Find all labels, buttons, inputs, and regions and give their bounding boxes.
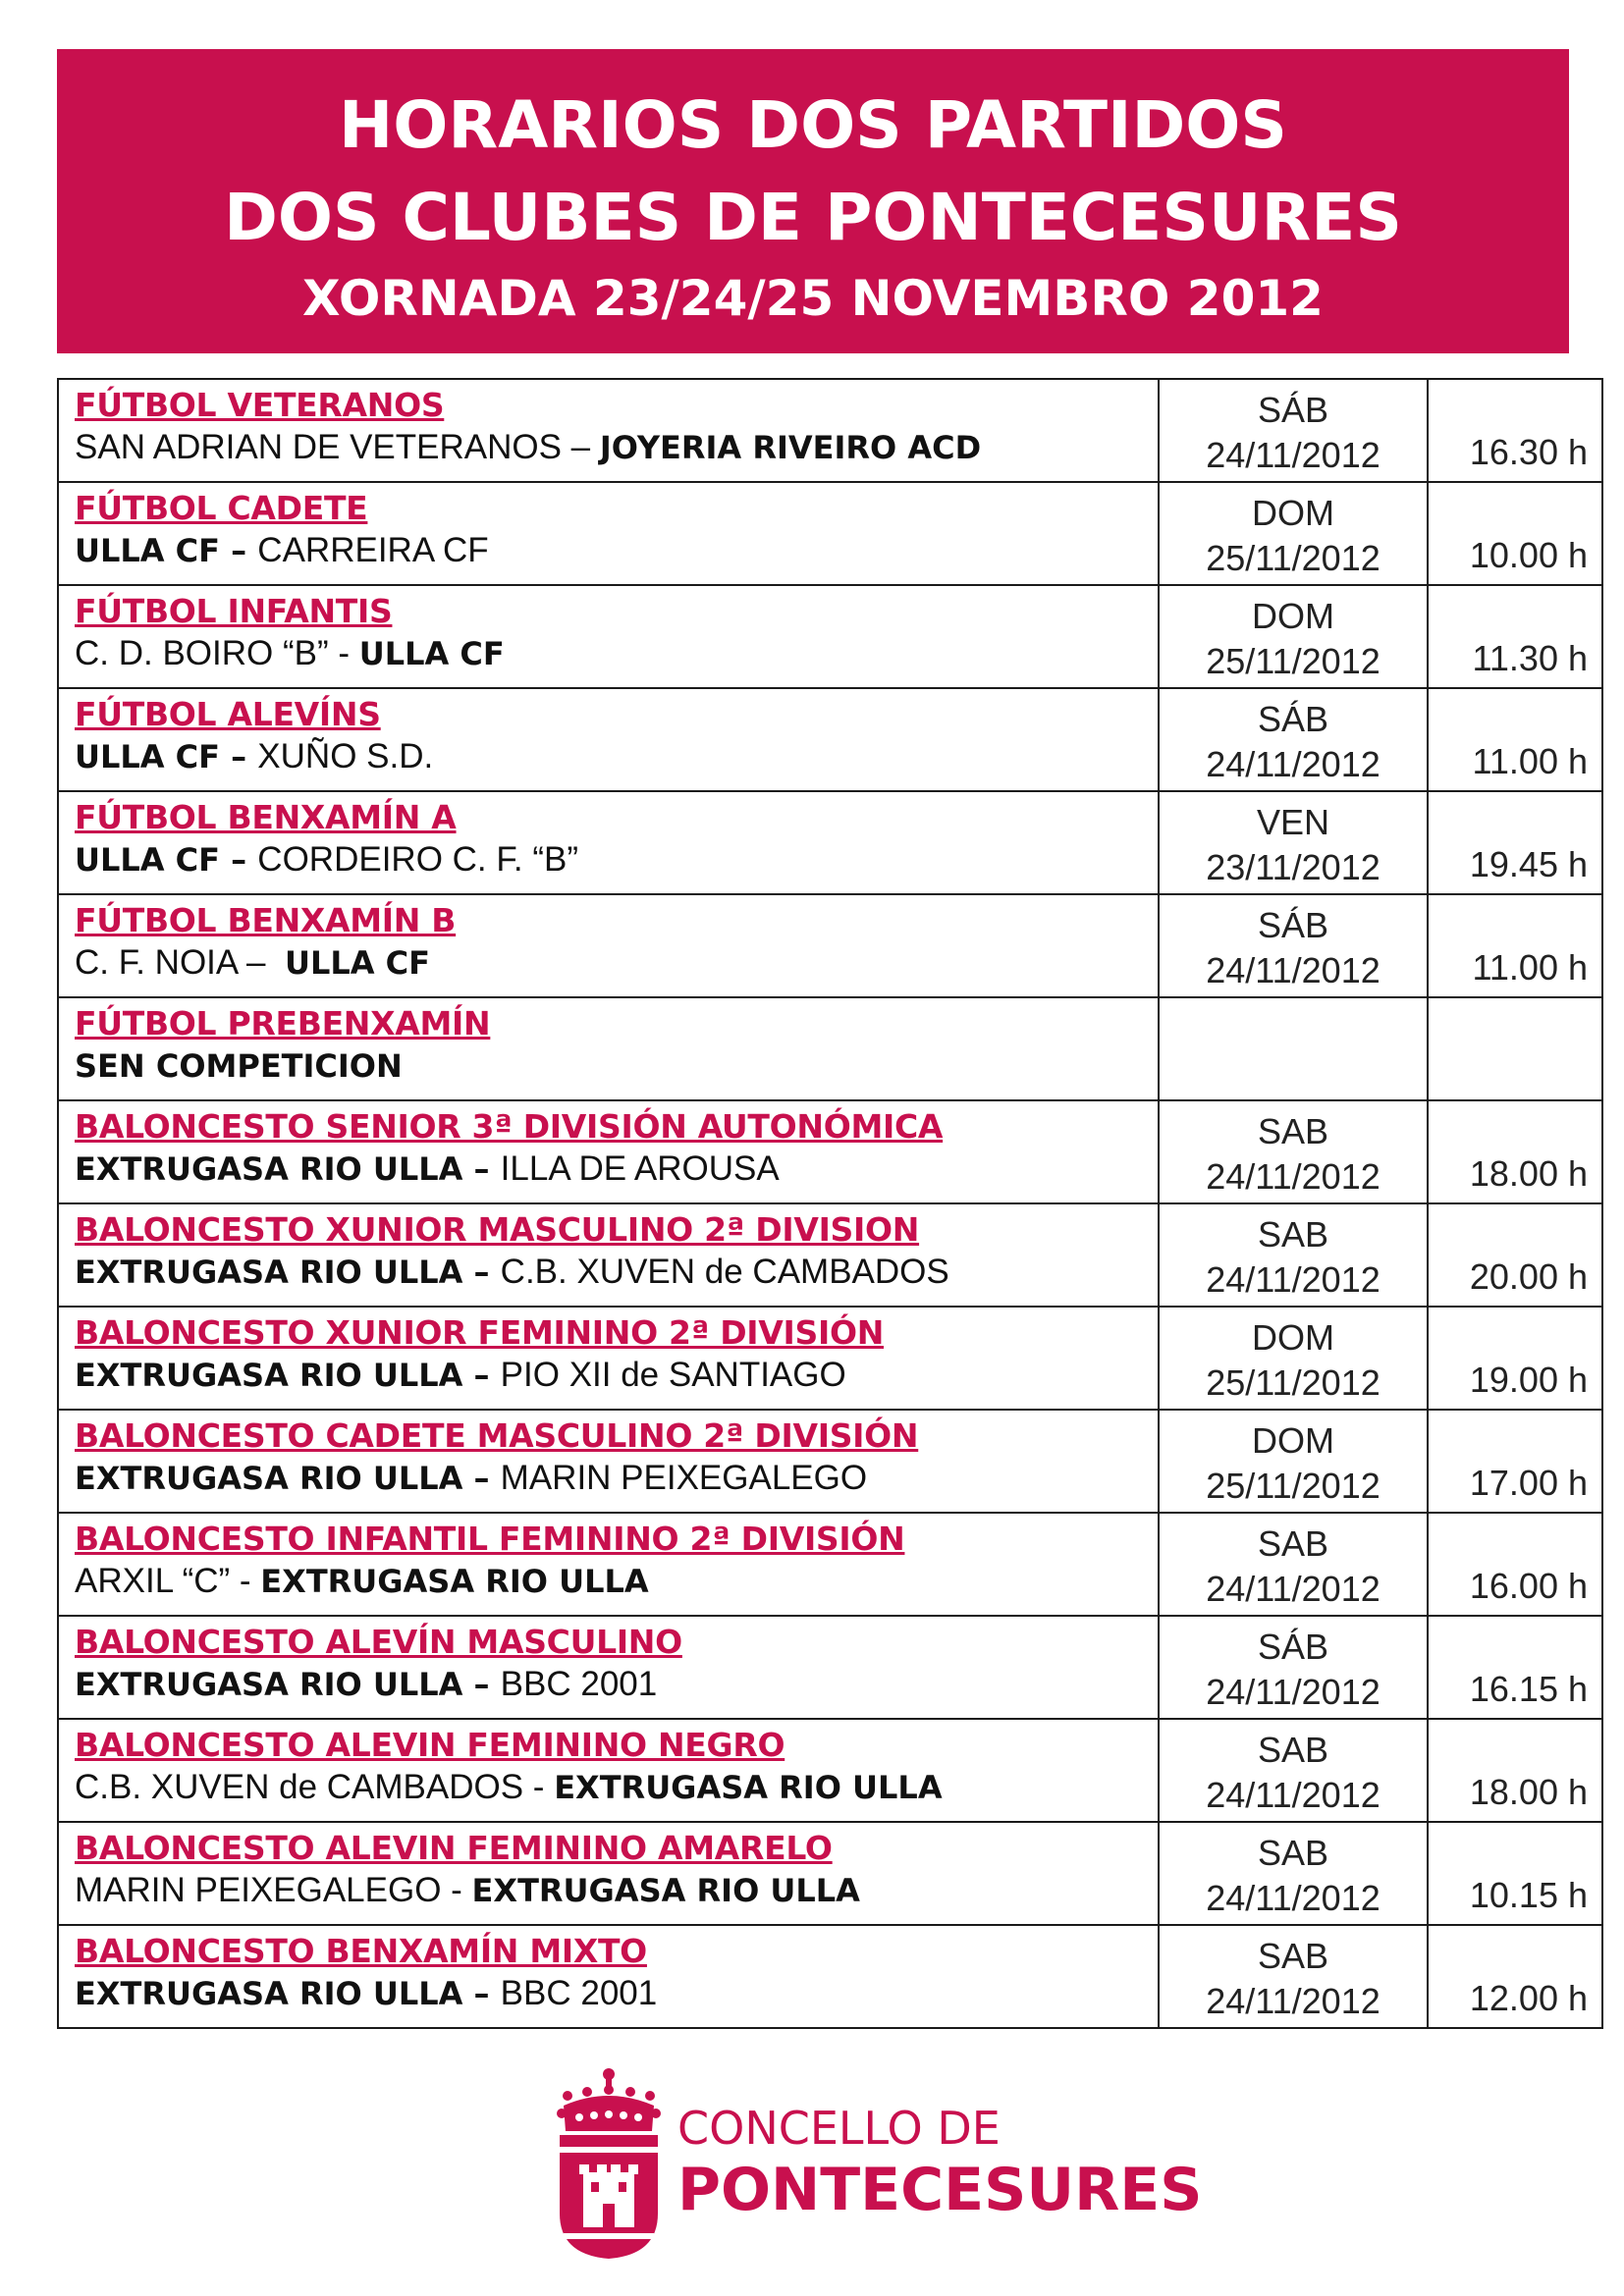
weekday-label: SAB bbox=[1257, 1214, 1329, 1255]
team-a: C. F. NOIA bbox=[75, 943, 238, 982]
team-b: EXTRUGASA RIO ULLA bbox=[554, 1769, 943, 1806]
date-label: 23/11/2012 bbox=[1206, 847, 1380, 887]
coat-of-arms-icon bbox=[550, 2066, 668, 2263]
team-a: EXTRUGASA RIO ULLA bbox=[75, 1357, 463, 1394]
match-teams bbox=[75, 1559, 1158, 1604]
time-cell bbox=[1428, 1925, 1602, 2028]
match-teams bbox=[75, 631, 1158, 676]
date-label: 24/11/2012 bbox=[1206, 1672, 1380, 1712]
match-row bbox=[58, 585, 1602, 688]
team-a: C.B. XUVEN de CAMBADOS bbox=[75, 1768, 524, 1806]
date-label: 24/11/2012 bbox=[1206, 1259, 1380, 1300]
category-label: FÚTBOL PREBENXAMÍN bbox=[75, 1004, 491, 1042]
team-b: JOYERIA RIVEIRO ACD bbox=[599, 429, 982, 466]
team-separator: – bbox=[462, 1357, 501, 1394]
date-label: 24/11/2012 bbox=[1206, 435, 1380, 475]
team-separator: - bbox=[441, 1871, 472, 1909]
match-teams bbox=[75, 1765, 1158, 1810]
team-separator: - bbox=[523, 1768, 555, 1806]
team-b: PIO XII de SANTIAGO bbox=[500, 1356, 846, 1394]
team-b: BBC 2001 bbox=[500, 1665, 658, 1703]
date-label: 24/11/2012 bbox=[1206, 950, 1380, 990]
title-line-2: DOS CLUBES DE PONTECESURES bbox=[224, 180, 1402, 255]
time-cell bbox=[1428, 1822, 1602, 1925]
weekday-label: SÁB bbox=[1257, 1627, 1329, 1667]
match-cell bbox=[58, 1616, 1159, 1719]
match-teams bbox=[75, 425, 1158, 470]
team-a: EXTRUGASA RIO ULLA bbox=[75, 1666, 463, 1703]
weekday-label: SAB bbox=[1257, 1833, 1329, 1873]
team-separator: – bbox=[462, 1666, 501, 1703]
date-cell bbox=[1159, 1822, 1428, 1925]
time-label bbox=[1429, 1092, 1588, 1099]
category-label: BALONCESTO ALEVIN FEMININO AMARELO bbox=[75, 1829, 833, 1867]
match-row bbox=[58, 1925, 1602, 2028]
match-cell bbox=[58, 1410, 1159, 1513]
date-label: 24/11/2012 bbox=[1206, 1775, 1380, 1815]
match-cell bbox=[58, 585, 1159, 688]
time-label: 19.00 h bbox=[1469, 1360, 1588, 1400]
weekday-label: DOM bbox=[1252, 1317, 1334, 1358]
team-separator: – bbox=[220, 841, 258, 879]
date-cell bbox=[1159, 1100, 1428, 1203]
match-row bbox=[58, 1307, 1602, 1410]
time-label: 18.00 h bbox=[1469, 1153, 1588, 1194]
match-teams bbox=[75, 1971, 1158, 2016]
team-b: ULLA CF bbox=[284, 944, 430, 982]
team-separator: – bbox=[220, 532, 258, 569]
match-row bbox=[58, 379, 1602, 482]
time-cell bbox=[1428, 482, 1602, 585]
match-teams bbox=[75, 1147, 1158, 1192]
category-label: BALONCESTO INFANTIL FEMININO 2ª DIVISIÓN bbox=[75, 1520, 905, 1558]
category-label: FÚTBOL CADETE bbox=[75, 489, 368, 527]
title-line-1: HORARIOS DOS PARTIDOS bbox=[339, 87, 1287, 163]
time-cell bbox=[1428, 1307, 1602, 1410]
weekday-label: SÁB bbox=[1257, 905, 1329, 945]
date-label: 24/11/2012 bbox=[1206, 1156, 1380, 1197]
time-cell bbox=[1428, 1616, 1602, 1719]
time-cell bbox=[1428, 894, 1602, 997]
category-label: BALONCESTO XUNIOR FEMININO 2ª DIVISIÓN bbox=[75, 1313, 885, 1352]
match-cell bbox=[58, 688, 1159, 791]
match-cell bbox=[58, 1203, 1159, 1307]
match-row bbox=[58, 1822, 1602, 1925]
match-teams bbox=[75, 1250, 1158, 1295]
date-cell bbox=[1159, 1925, 1428, 2028]
date-cell bbox=[1159, 585, 1428, 688]
time-cell bbox=[1428, 1100, 1602, 1203]
match-row bbox=[58, 688, 1602, 791]
time-cell bbox=[1428, 1410, 1602, 1513]
match-cell bbox=[58, 1513, 1159, 1616]
match-row bbox=[58, 1513, 1602, 1616]
time-label: 10.15 h bbox=[1469, 1875, 1588, 1915]
team-b: CORDEIRO C. F. “B” bbox=[257, 840, 578, 879]
time-cell bbox=[1428, 688, 1602, 791]
team-b: XUÑO S.D. bbox=[257, 737, 434, 775]
time-cell bbox=[1428, 379, 1602, 482]
match-cell bbox=[58, 997, 1159, 1100]
time-label: 18.00 h bbox=[1469, 1772, 1588, 1812]
time-label: 10.00 h bbox=[1469, 535, 1588, 575]
date-label: 24/11/2012 bbox=[1206, 744, 1380, 784]
match-teams bbox=[75, 1043, 1158, 1089]
team-b: ILLA DE AROUSA bbox=[500, 1149, 780, 1188]
time-label: 17.00 h bbox=[1469, 1463, 1588, 1503]
team-b: C.B. XUVEN de CAMBADOS bbox=[500, 1253, 949, 1291]
date-label: 24/11/2012 bbox=[1206, 1981, 1380, 2021]
team-separator: – bbox=[462, 1150, 501, 1188]
date-cell bbox=[1159, 1410, 1428, 1513]
match-row bbox=[58, 1410, 1602, 1513]
municipality-line-1: CONCELLO DE bbox=[677, 2102, 1001, 2155]
team-separator: – bbox=[237, 943, 285, 982]
time-label: 20.00 h bbox=[1469, 1256, 1588, 1297]
time-cell bbox=[1428, 1513, 1602, 1616]
match-row bbox=[58, 997, 1602, 1100]
date-label: 25/11/2012 bbox=[1206, 1362, 1380, 1403]
time-cell bbox=[1428, 1203, 1602, 1307]
match-row bbox=[58, 482, 1602, 585]
date-cell bbox=[1159, 1513, 1428, 1616]
team-a: C. D. BOIRO “B” bbox=[75, 634, 329, 672]
match-cell bbox=[58, 1822, 1159, 1925]
match-row bbox=[58, 1100, 1602, 1203]
team-separator: – bbox=[561, 428, 600, 466]
team-separator: - bbox=[328, 634, 359, 672]
match-cell bbox=[58, 379, 1159, 482]
weekday-label: SÁB bbox=[1257, 390, 1329, 430]
weekday-label: DOM bbox=[1252, 596, 1334, 636]
team-b: BBC 2001 bbox=[500, 1974, 658, 2012]
match-cell bbox=[58, 1719, 1159, 1822]
team-separator: – bbox=[462, 1460, 501, 1497]
match-row bbox=[58, 1719, 1602, 1822]
time-cell bbox=[1428, 997, 1602, 1100]
municipality-name bbox=[677, 2101, 1202, 2224]
date-label: 25/11/2012 bbox=[1206, 1466, 1380, 1506]
date-cell bbox=[1159, 1616, 1428, 1719]
matchday-subtitle: XORNADA 23/24/25 NOVEMBRO 2012 bbox=[302, 270, 1324, 327]
team-b: EXTRUGASA RIO ULLA bbox=[260, 1563, 649, 1600]
title-banner bbox=[57, 49, 1569, 353]
match-row bbox=[58, 894, 1602, 997]
team-separator: – bbox=[220, 738, 258, 775]
time-label: 11.00 h bbox=[1472, 947, 1588, 988]
weekday-label: DOM bbox=[1252, 493, 1334, 533]
category-label: BALONCESTO ALEVÍN MASCULINO bbox=[75, 1623, 682, 1661]
date-label: 25/11/2012 bbox=[1206, 641, 1380, 681]
team-a: EXTRUGASA RIO ULLA bbox=[75, 1460, 463, 1497]
time-cell bbox=[1428, 585, 1602, 688]
team-a: ULLA CF bbox=[75, 841, 221, 879]
time-label: 11.30 h bbox=[1472, 638, 1588, 678]
weekday-label: SAB bbox=[1257, 1111, 1329, 1151]
weekday-label: VEN bbox=[1256, 802, 1330, 842]
category-label: BALONCESTO CADETE MASCULINO 2ª DIVISIÓN bbox=[75, 1416, 919, 1455]
match-teams bbox=[75, 1662, 1158, 1707]
date-cell bbox=[1159, 379, 1428, 482]
date-cell bbox=[1159, 1307, 1428, 1410]
team-a: EXTRUGASA RIO ULLA bbox=[75, 1150, 463, 1188]
category-label: FÚTBOL ALEVÍNS bbox=[75, 695, 381, 733]
match-cell bbox=[58, 482, 1159, 585]
team-separator: - bbox=[230, 1562, 261, 1600]
weekday-label: SAB bbox=[1257, 1730, 1329, 1770]
team-a: ULLA CF bbox=[75, 532, 221, 569]
match-teams bbox=[75, 1456, 1158, 1501]
team-a: ARXIL “C” bbox=[75, 1562, 231, 1600]
municipality-line-2: PONTECESURES bbox=[677, 2156, 1203, 2224]
weekday-label: SAB bbox=[1257, 1523, 1329, 1564]
team-b: EXTRUGASA RIO ULLA bbox=[471, 1872, 860, 1909]
date-cell bbox=[1159, 894, 1428, 997]
time-cell bbox=[1428, 791, 1602, 894]
match-teams bbox=[75, 734, 1158, 779]
category-label: FÚTBOL VETERANOS bbox=[75, 386, 445, 424]
match-teams bbox=[75, 940, 1158, 986]
match-cell bbox=[58, 1100, 1159, 1203]
match-teams bbox=[75, 528, 1158, 573]
date-cell bbox=[1159, 997, 1428, 1100]
category-label: FÚTBOL INFANTIS bbox=[75, 592, 393, 630]
team-separator: – bbox=[462, 1254, 501, 1291]
date-cell bbox=[1159, 1719, 1428, 1822]
time-label: 12.00 h bbox=[1469, 1978, 1588, 2018]
date-cell bbox=[1159, 791, 1428, 894]
match-row bbox=[58, 1203, 1602, 1307]
match-row bbox=[58, 791, 1602, 894]
team-b: MARIN PEIXEGALEGO bbox=[500, 1459, 868, 1497]
team-a: SEN COMPETICION bbox=[75, 1047, 403, 1085]
match-teams bbox=[75, 1868, 1158, 1913]
category-label: BALONCESTO ALEVIN FEMININO NEGRO bbox=[75, 1726, 785, 1764]
date-cell bbox=[1159, 482, 1428, 585]
weekday-label bbox=[1160, 998, 1427, 1006]
team-separator: – bbox=[462, 1975, 501, 2012]
time-label: 16.00 h bbox=[1469, 1566, 1588, 1606]
match-cell bbox=[58, 1925, 1159, 2028]
match-teams bbox=[75, 837, 1158, 882]
match-cell bbox=[58, 791, 1159, 894]
schedule-table bbox=[57, 378, 1603, 2029]
category-label: BALONCESTO BENXAMÍN MIXTO bbox=[75, 1932, 647, 1970]
category-label: BALONCESTO SENIOR 3ª DIVISIÓN AUTONÓMICA bbox=[75, 1107, 944, 1146]
category-label: BALONCESTO XUNIOR MASCULINO 2ª DIVISION bbox=[75, 1210, 920, 1249]
time-label: 19.45 h bbox=[1469, 844, 1588, 884]
category-label: FÚTBOL BENXAMÍN A bbox=[75, 798, 457, 836]
team-b: CARREIRA CF bbox=[257, 531, 489, 569]
date-label: 24/11/2012 bbox=[1206, 1878, 1380, 1918]
date-cell bbox=[1159, 688, 1428, 791]
weekday-label: SAB bbox=[1257, 1936, 1329, 1976]
team-a: MARIN PEIXEGALEGO bbox=[75, 1871, 442, 1909]
match-teams bbox=[75, 1353, 1158, 1398]
weekday-label: SÁB bbox=[1257, 699, 1329, 739]
date-cell bbox=[1159, 1203, 1428, 1307]
date-label: 24/11/2012 bbox=[1206, 1569, 1380, 1609]
time-label: 16.15 h bbox=[1469, 1669, 1588, 1709]
time-cell bbox=[1428, 1719, 1602, 1822]
date-label: 25/11/2012 bbox=[1206, 538, 1380, 578]
team-b: ULLA CF bbox=[358, 635, 505, 672]
team-a: EXTRUGASA RIO ULLA bbox=[75, 1254, 463, 1291]
team-a: SAN ADRIAN DE VETERANOS bbox=[75, 428, 562, 466]
category-label: FÚTBOL BENXAMÍN B bbox=[75, 901, 457, 939]
time-label: 16.30 h bbox=[1469, 432, 1588, 472]
team-a: ULLA CF bbox=[75, 738, 221, 775]
team-a: EXTRUGASA RIO ULLA bbox=[75, 1975, 463, 2012]
weekday-label: DOM bbox=[1252, 1420, 1334, 1461]
match-row bbox=[58, 1616, 1602, 1719]
match-cell bbox=[58, 1307, 1159, 1410]
match-cell bbox=[58, 894, 1159, 997]
time-label: 11.00 h bbox=[1472, 741, 1588, 781]
